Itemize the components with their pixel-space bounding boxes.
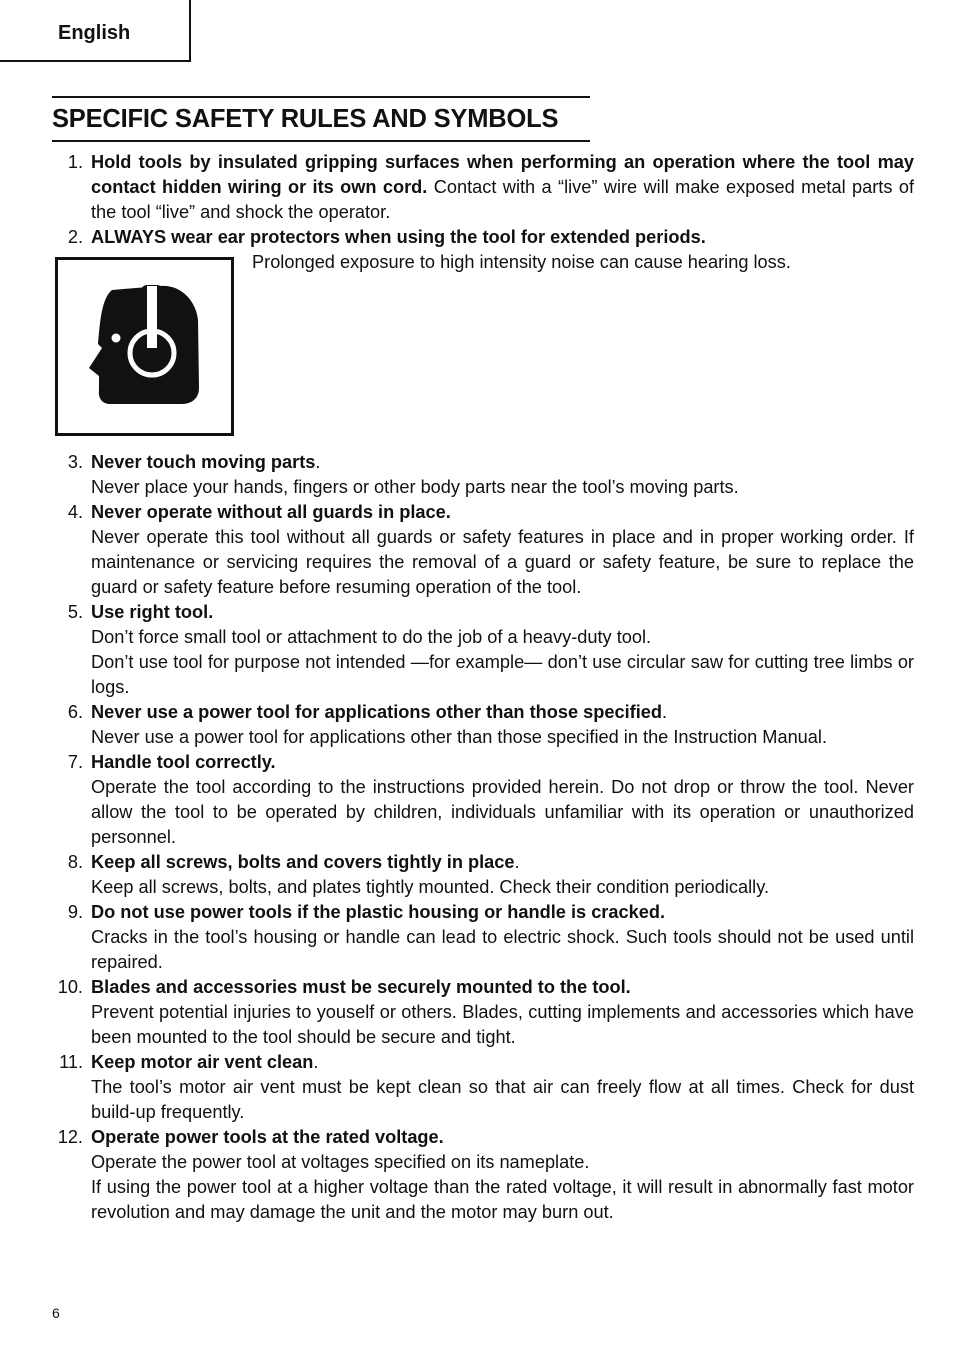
rule-number: 6.: [67, 702, 83, 722]
rule-item-2: [52, 225, 914, 250]
rule-number: 5.: [67, 602, 83, 622]
rule-text: Operate the tool according to the instructions provided herein. Do not drop or throw the tool. Never allow the tool to be operated by children, individuals unfamiliar with its operation or unauthorized personnel.: [91, 777, 914, 847]
rule-title: Handle tool correctly.: [91, 752, 276, 772]
rule-number: 10.: [57, 977, 83, 997]
rule-number: 2.: [67, 227, 83, 247]
rule-text: Keep all screws, bolts, and plates tightly mounted. Check their condition periodically.: [91, 877, 770, 897]
rule-text: Prolonged exposure to high intensity noise can cause hearing loss.: [252, 252, 791, 272]
rule-text: The tool’s motor air vent must be kept clean so that air can freely flow at all times. Check for dust build-up frequently.: [91, 1077, 914, 1122]
rule-text: Never operate this tool without all guards or safety features in place and in proper working order. If maintenance or servicing requires the removal of a guard or safety feature, be sure to replace the guard or safety feature before resuming operation of the tool.: [91, 527, 914, 597]
rule-text: Never place your hands, fingers or other body parts near the tool’s moving parts.: [91, 477, 739, 497]
rule-item-9: [52, 900, 914, 975]
section-title: SPECIFIC SAFETY RULES AND SYMBOLS: [52, 96, 590, 142]
rule-number: 3.: [67, 452, 83, 472]
rule-text: Cracks in the tool’s housing or handle can lead to electric shock. Such tools should not be used until repaired.: [91, 927, 914, 972]
rule-number: 7.: [67, 752, 83, 772]
rule-item-12: [52, 1125, 914, 1225]
rule-paragraph: [91, 150, 914, 225]
rule-text: Prevent potential injuries to youself or others. Blades, cutting implements and accessories which have been mounted to the tool should be secure and tight.: [91, 1002, 914, 1047]
rule-title: Never touch moving parts: [91, 452, 316, 472]
rule-heading: [91, 1050, 914, 1075]
rule-number: 12.: [57, 1127, 83, 1147]
rule-title: Use right tool.: [91, 602, 214, 622]
rule-heading: [91, 450, 914, 475]
rule-title: Blades and accessories must be securely mounted to the tool.: [91, 977, 631, 997]
rule-number: 9.: [67, 902, 83, 922]
ear-protector-icon: [55, 257, 234, 436]
rule-item-8: [52, 850, 914, 900]
rule-number: 4.: [67, 502, 83, 522]
rule-item-7: [52, 750, 914, 850]
rule-title: Keep all screws, bolts and covers tightly in place: [91, 852, 515, 872]
rule-text: Don’t force small tool or attachment to do the job of a heavy-duty tool.: [91, 627, 652, 647]
rule-heading: [91, 700, 914, 725]
rule-title-suffix: .: [313, 1052, 319, 1072]
language-label: English: [58, 22, 131, 44]
rule-text: Operate the power tool at voltages specified on its nameplate.: [91, 1152, 590, 1172]
rule-text: Don’t use tool for purpose not intended —for example— don’t use circular saw for cutting tree limbs or logs.: [91, 652, 914, 697]
rule-item-10: [52, 975, 914, 1050]
rule-item-1: [52, 150, 914, 225]
rule-number: 1.: [67, 152, 83, 172]
rule-title: Never operate without all guards in place.: [91, 502, 451, 522]
rule-title-suffix: .: [315, 452, 321, 472]
rule-title: Operate power tools at the rated voltage.: [91, 1127, 444, 1147]
rule-text: If using the power tool at a higher voltage than the rated voltage, it will result in abnormally fast motor revolution and may damage the unit and the motor may burn out.: [91, 1177, 914, 1222]
page-number: 6: [52, 1305, 60, 1321]
rule-text: Contact with a “live” wire will make exposed metal parts of the tool “live” and shock the operator.: [91, 177, 914, 222]
rule-title: Hold tools by insulated gripping surfaces when performing an operation where the tool may contact hidden wiring or its own cord.: [91, 152, 914, 197]
rule-title: Keep motor air vent clean: [91, 1052, 314, 1072]
rule-item-5: [52, 600, 914, 700]
ear-protection-symbol-row: [52, 250, 914, 450]
rule-item-3: [52, 450, 914, 500]
rule-title: ALWAYS wear ear protectors when using the tool for extended periods.: [91, 227, 706, 247]
safety-rules-list: [52, 150, 914, 1225]
rule-item-11: [52, 1050, 914, 1125]
rule-title: Do not use power tools if the plastic housing or handle is cracked.: [91, 902, 666, 922]
rule-text: Never use a power tool for applications other than those specified in the Instruction Manual.: [91, 727, 828, 747]
rule-number: 11.: [59, 1052, 83, 1072]
rule-title-suffix: .: [662, 702, 668, 722]
language-tab: [0, 0, 191, 62]
rule-item-4: [52, 500, 914, 600]
rule-item-6: [52, 700, 914, 750]
rule-heading: [91, 850, 914, 875]
rule-title-suffix: .: [514, 852, 520, 872]
rule-title: Never use a power tool for applications other than those specified: [91, 702, 662, 722]
rule-number: 8.: [67, 852, 83, 872]
